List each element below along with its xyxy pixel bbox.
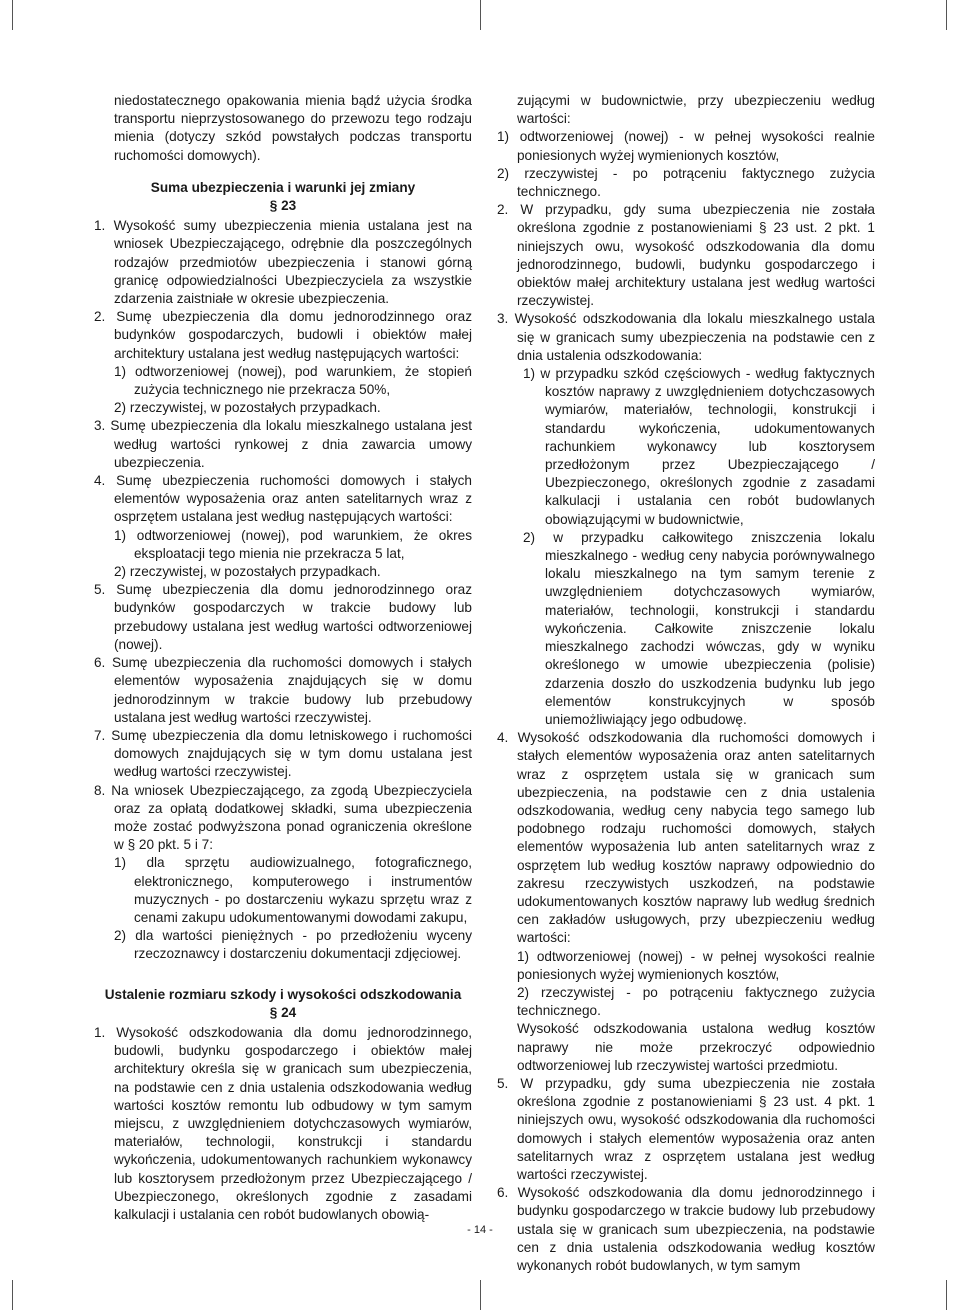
clause-23-8-1: 1) dla sprzętu audiowizualnego, fotograficznego, elektronicznego, komputerowego i instrumentów muzycznych - po dostarczeniu wykazu sprzętu wraz z cenami zakupu udokumentowanymi dowodami zakupu, bbox=[114, 855, 472, 925]
section-heading-damage: Ustalenie rozmiaru szkody i wysokości odszkodowania bbox=[104, 986, 462, 1002]
clause-24-4-2: 2) rzeczywistej - po potrąceniu faktycznego zużycia technicznego. bbox=[517, 984, 875, 1019]
crop-mark bbox=[12, 0, 13, 30]
crop-mark bbox=[480, 0, 481, 30]
clause-23-8-2: 2) dla wartości pieniężnych - po przedłożeniu wyceny rzeczoznawcy i dostarczeniu dokumentacji zdjęciowej. bbox=[114, 928, 472, 962]
clause-23-6: 6. Sumę ubezpieczenia dla ruchomości domowych i stałych elementów wyposażenia znajdujących się w domu jednorodzinnym w trakcie budowy lub przebudowy ustalana jest według wartości rzeczywistej. bbox=[94, 655, 472, 725]
clause-23-5: 5. Sumę ubezpieczenia dla domu jednorodzinnego oraz budynków gospodarczych w trakcie budowy lub przebudowy ustalana jest według wartości odtworzeniowej (nowej). bbox=[94, 582, 472, 652]
clause-24-1-1: 1) odtworzeniowej (nowej) - w pełnej wysokości realnie poniesionych wyżej wymienionych kosztów, bbox=[497, 129, 875, 163]
crop-mark bbox=[946, 0, 947, 30]
clause-23-1: 1. Wysokość sumy ubezpieczenia mienia ustalana jest na wniosek Ubezpieczającego, odrębnie dla poszczególnych rodzajów przedmiotów ubezpieczenia i stanowi górną granicę odpowiedzialności Ubezpieczyciela za wszystkie zdarzenia zaistniałe w okresie ubezpieczenia. bbox=[94, 218, 472, 307]
clause-23-2-1: 1) odtworzeniowej (nowej), pod warunkiem, że stopień zużycia technicznego nie przekracza 50%, bbox=[114, 363, 472, 398]
clause-24-2: 2. W przypadku, gdy suma ubezpieczenia nie została określona zgodnie z postanowieniami § 23 ust. 2 pkt. 1 niniejszych owu, wysokość odszkodowania dla domu jednorodzinnego, budowli, budynku gospodarczego i obiektów małej architektury ustalana jest według wartości rzeczywistej. bbox=[497, 202, 875, 309]
clause-23-4: 4. Sumę ubezpieczenia ruchomości domowych i stałych elementów wyposażenia oraz anten satelitarnych wraz z osprzętem ustalana jest według następujących wartości: bbox=[94, 473, 472, 525]
left-column bbox=[94, 92, 472, 1224]
clause-23-4-2: 2) rzeczywistej, w pozostałych przypadkach. bbox=[114, 564, 381, 580]
paragraph-number-23: § 23 bbox=[269, 198, 297, 214]
clause-24-6: 6. Wysokość odszkodowania dla domu jednorodzinnego i budynku gospodarczego w trakcie budowy lub przebudowy ustala się w granicach sum ubezpieczenia, na podstawie cen z dnia ustalenia odszkodowania według kosztów wykonanych robót budowlanych, w tym samym bbox=[497, 1185, 875, 1273]
page-number: - 14 - bbox=[467, 1224, 493, 1236]
clause-24-4-note: Wysokość odszkodowania ustalona według kosztów naprawy nie może przekroczyć odpowiednio odtworzeniowej lub rzeczywistej wartości przedmiotu. bbox=[517, 1021, 875, 1073]
clause-24-4: 4. Wysokość odszkodowania dla ruchomości domowych i stałych elementów wyposażenia oraz anten satelitarnych wraz z osprzętem ustala się w granicach sum ubezpieczenia, na podstawie cen z dnia ustalenia odszkodowania, według ceny nabycia tego samego lub podobnego rodzaju ruchomości domowych, stałych elementów wyposażenia lub anten satelitarnych wraz z osprzętem lub według kosztów naprawy odpowiednio do zakresu rzeczywistych uszkodzeń, na podstawie udokumentowanych kosztów naprawy lub według średnich cen zakładów usługowych, przy ubezpieczeniu według wartości: bbox=[497, 730, 875, 946]
clause-24-1-continued: zującymi w budownictwie, przy ubezpieczeniu według wartości: bbox=[517, 93, 875, 127]
section-heading-sum: Suma ubezpieczenia i warunki jej zmiany bbox=[150, 179, 416, 195]
clause-23-2-2: 2) rzeczywistej, w pozostałych przypadkach. bbox=[114, 400, 381, 416]
crop-mark bbox=[12, 1280, 13, 1310]
clause-23-8: 8. Na wniosek Ubezpieczającego, za zgodą Ubezpieczyciela oraz za opłatą dodatkowej składki, suma ubezpieczenia może zostać podwyższona ponad ograniczenia określone w § 20 pkt. 5 i 7: bbox=[94, 782, 472, 853]
clause-23-7: 7. Sumę ubezpieczenia dla domu letniskowego i ruchomości domowych znajdujących się w tym domu ustalana jest według wartości rzeczywistej. bbox=[94, 727, 472, 780]
paragraph-number-24: § 24 bbox=[269, 1004, 297, 1020]
clause-24-3-1: 1) w przypadku szkód częściowych - według faktycznych kosztów naprawy z uwzględnieniem dotychczasowych wymiarów, materiałów, technologii, konstrukcji i standardu wykończenia, udokumentowanych rachunkiem wykonawcy lub kosztorysem przedłożonym przez Ubezpieczającego / Ubezpieczonego, określonych zgodnie z zasadami kalkulacji i ustalania cen robót budowlanych obowiązującymi w budownictwie, bbox=[523, 366, 875, 527]
clause-24-1-2: 2) rzeczywistej - po potrąceniu faktycznego zużycia technicznego. bbox=[497, 165, 875, 200]
intro-paragraph: niedostatecznego opakowania mienia bądź użycia środka transportu nieprzystosowanego do przewozu tego rodzaju mienia (dotyczy szkód powstałych podczas transportu ruchomości domowych). bbox=[114, 93, 472, 163]
clause-24-5: 5. W przypadku, gdy suma ubezpieczenia nie została określona zgodnie z postanowieniami § 23 ust. 4 pkt. 1 niniejszych owu, wysokość odszkodowania dla ruchomości domowych i stałych elementów wyposażenia oraz anten satelitarnych wraz z osprzętem ustalana jest według wartości rzeczywistej. bbox=[497, 1075, 875, 1182]
right-column bbox=[497, 92, 875, 1275]
clause-23-2: 2. Sumę ubezpieczenia dla domu jednorodzinnego oraz budynków gospodarczych, budowli i obiektów małej architektury ustalana jest według następujących wartości: bbox=[94, 309, 472, 361]
clause-24-1: 1. Wysokość odszkodowania dla domu jednorodzinnego, budowli, budynku gospodarczego i obiektów małej architektury określa się w granicach sum ubezpieczenia, na podstawie cen z dnia ustalenia odszkodowania według wartości kosztów remontu lub odbudowy w tym samym miejscu, z uwzględnieniem dotychczasowych wymiarów, materiałów, technologii, konstrukcji i standardu wykończenia, udokumentowanych rachunkiem wykonawcy lub kosztorysem przedłożonym przez Ubezpieczającego / Ubezpieczonego, określonych zgodnie z zasadami kalkulacji i ustalania cen robót budowlanych obowią- bbox=[94, 1024, 472, 1222]
clause-24-4-1: 1) odtworzeniowej (nowej) - w pełnej wysokości realnie poniesionych wyżej wymienionych kosztów, bbox=[517, 948, 875, 982]
crop-mark bbox=[946, 1280, 947, 1310]
clause-24-3: 3. Wysokość odszkodowania dla lokalu mieszkalnego ustala się w granicach sumy ubezpieczenia na podstawie cen z dnia ustalenia odszkodowania: bbox=[497, 311, 875, 363]
clause-23-3: 3. Sumę ubezpieczenia dla lokalu mieszkalnego ustalana jest według wartości rynkowej z dnia zawarcia umowy ubezpieczenia. bbox=[94, 418, 472, 470]
clause-23-4-1: 1) odtworzeniowej (nowej), pod warunkiem, że okres eksploatacji tego mienia nie przekracza 5 lat, bbox=[114, 527, 472, 561]
crop-mark bbox=[480, 1280, 481, 1310]
clause-24-3-2: 2) w przypadku całkowitego zniszczenia lokalu mieszkalnego - według ceny nabycia porównywalnego lokalu mieszkalnego na tym samym terenie z uwzględnieniem dotychczasowych wymiarów, materiałów, technologii, konstrukcji i standardu wykończenia. Całkowite zniszczenie lokalu mieszkalnego zachodzi wówczas, gdy w wyniku określonego w umowie ubezpieczenia (polisie) zdarzenia doszło do uszkodzenia budynku lub jego elementów konstrukcyjnych w sposób uniemożliwiający jego odbudowę. bbox=[523, 529, 875, 727]
